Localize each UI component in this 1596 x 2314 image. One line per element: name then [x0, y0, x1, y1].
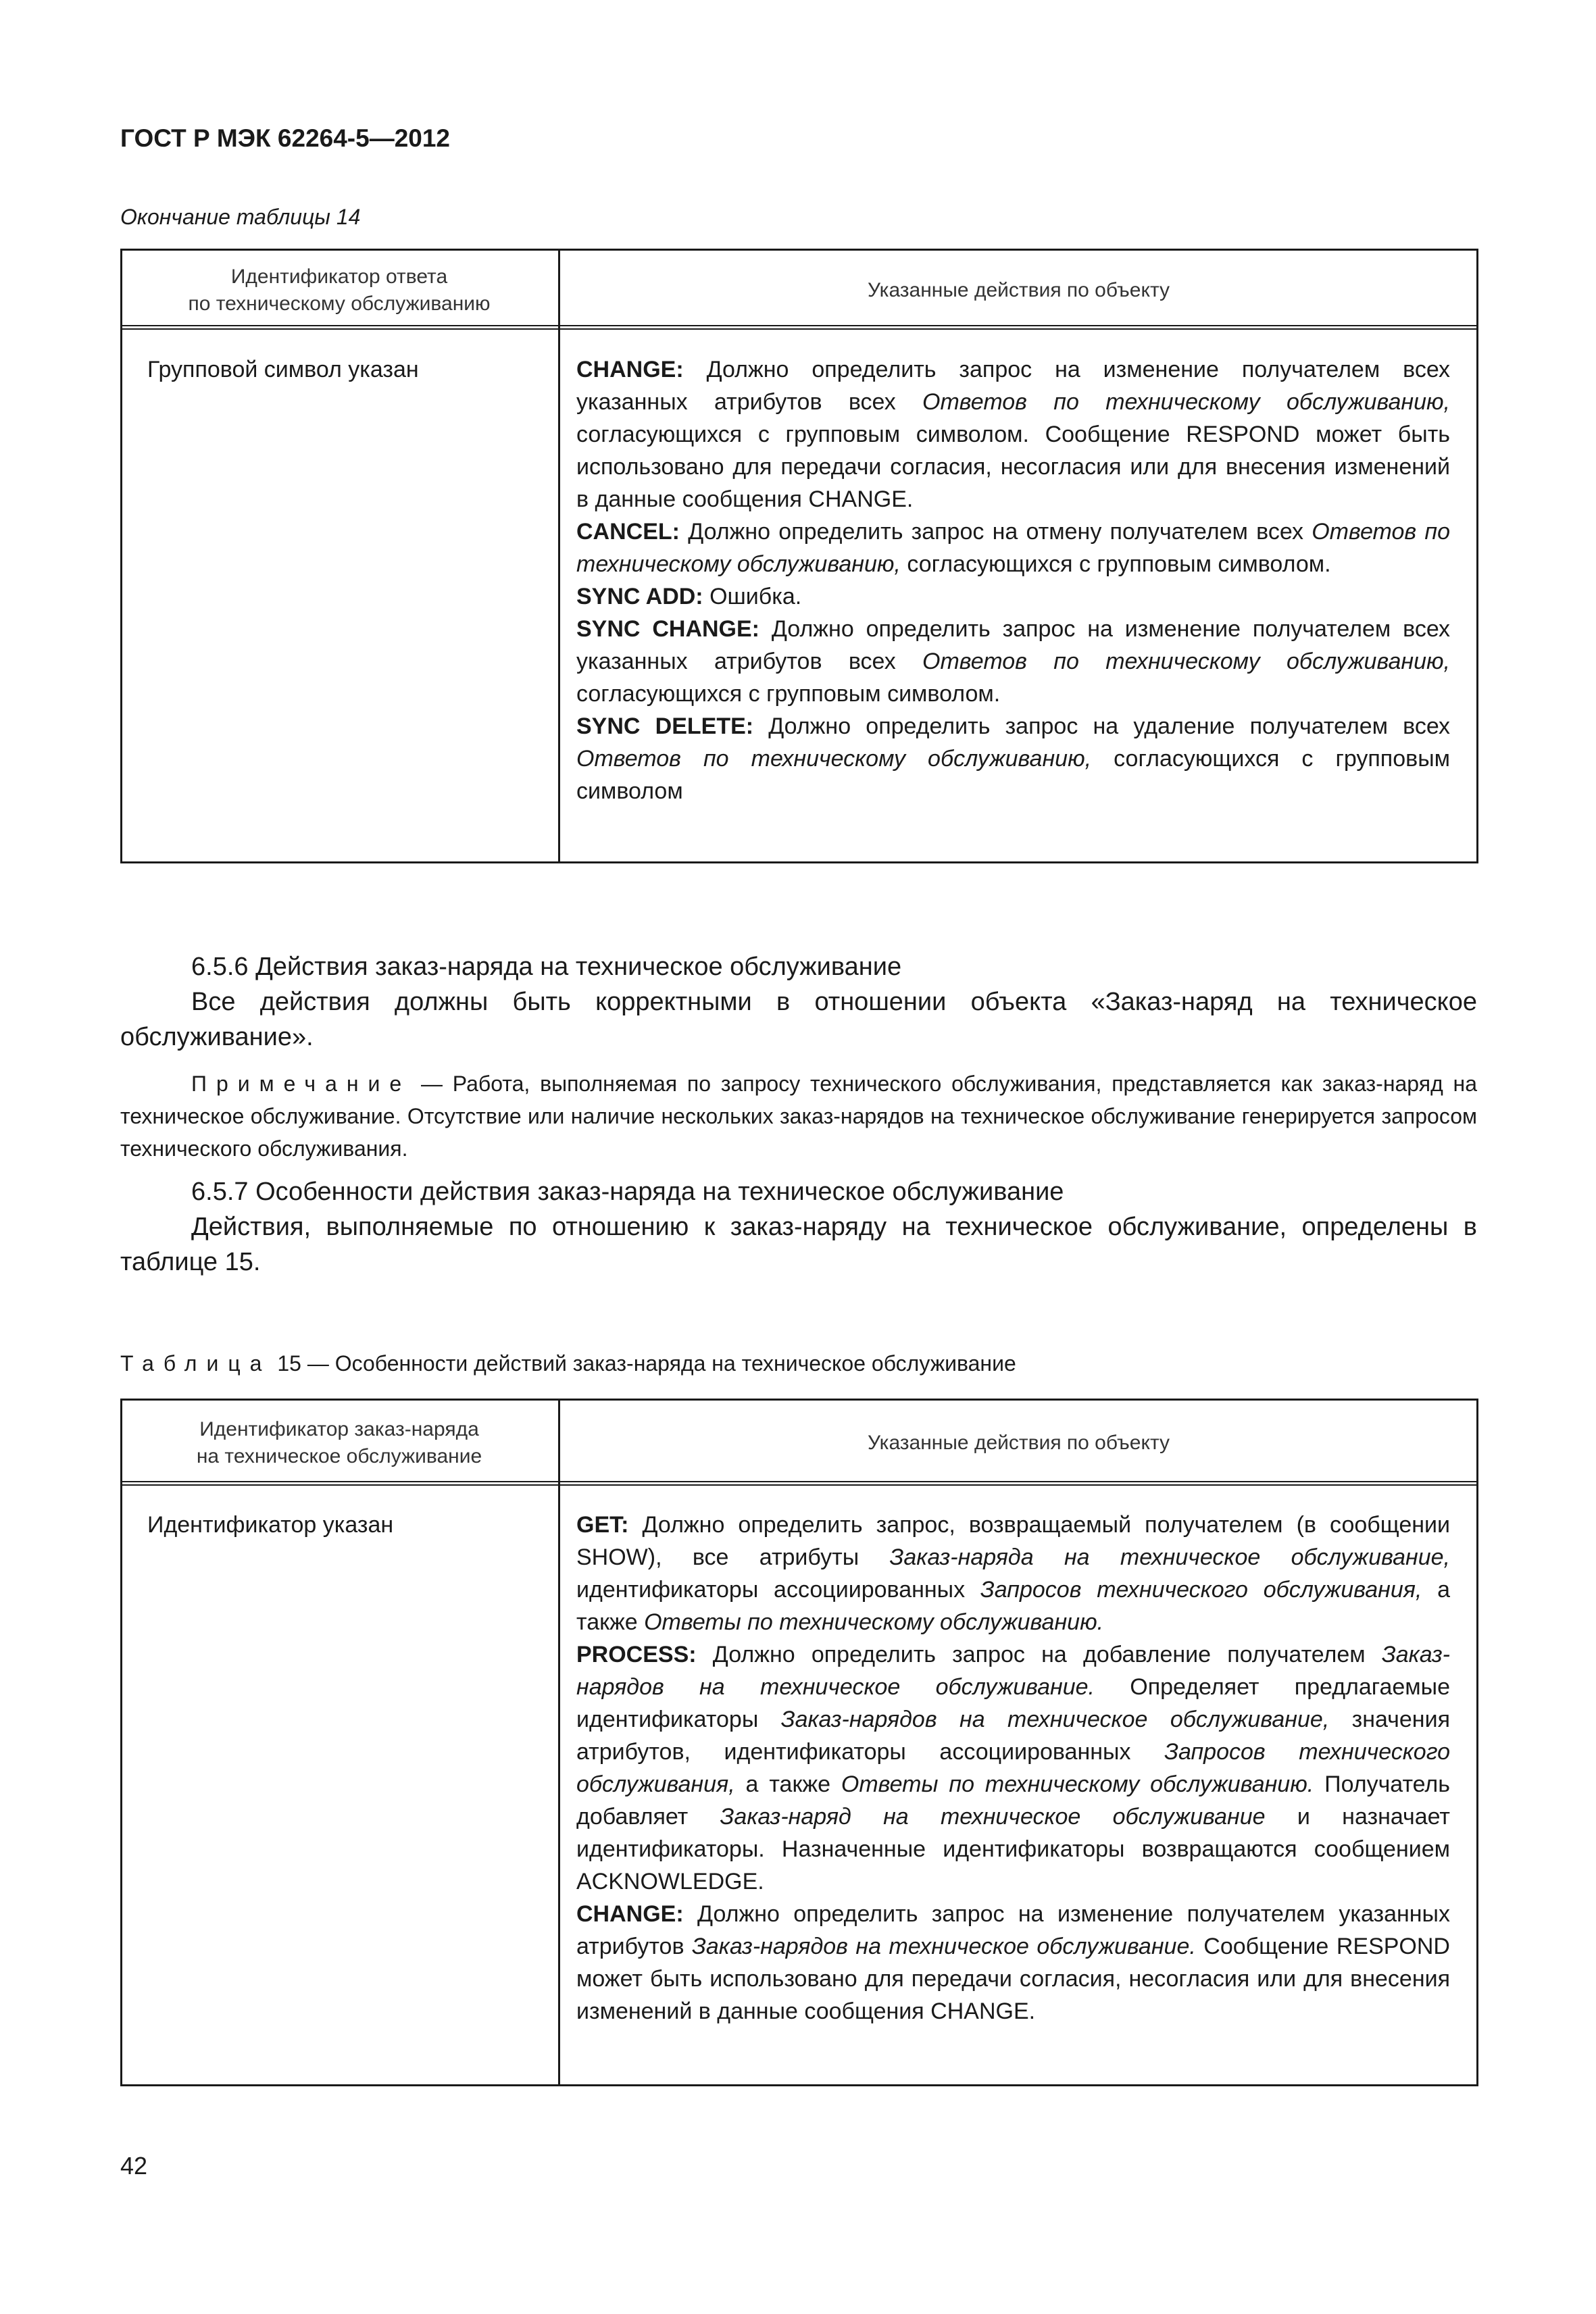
table-14-caption: Окончание таблицы 14	[120, 205, 361, 229]
object-term: Ответы по техническому обслуживанию.	[644, 1609, 1104, 1635]
action-keyword: GET:	[576, 1512, 629, 1538]
action-text: идентификаторы ассоциированных	[576, 1577, 980, 1603]
table-15-col2-header: Указанные действия по объекту	[867, 1432, 1170, 1454]
action-text: Должно определить запрос, возвращаемый получателем (в сообщении SHOW), все атрибуты	[576, 1512, 1450, 1570]
note-text: — Работа, выполняемая по запросу технического обслуживания, представляется как заказ-наряд на техническое обслуживание. Отсутствие или наличие нескольких заказ-нарядов на техническое обслуживание генерируется запросом технического обслуживания.	[120, 1072, 1477, 1161]
table-15-row-label: Идентификатор указан	[120, 1490, 559, 2084]
table-14-action-entry	[576, 613, 1450, 710]
note-label: Примечание	[191, 1072, 412, 1096]
action-text: согласующихся с групповым символом.	[576, 681, 1001, 707]
action-text: а также	[576, 1577, 1451, 1635]
table-14-action-entry	[576, 515, 1450, 580]
page-number: 42	[120, 2152, 148, 2180]
section-6-5-7-text: Действия, выполняемые по отношению к заказ-наряду на техническое обслуживание, определены в таблице 15.	[120, 1213, 1477, 1276]
object-term: Заказ-нарядов на техническое обслуживание.	[692, 1934, 1196, 1959]
object-term: Ответов по техническому обслуживанию,	[922, 389, 1450, 415]
action-text: Сообщение RESPOND может быть использовано для передачи согласия, несогласия или для внесения изменений в данные сообщения CHANGE.	[576, 1934, 1450, 2024]
object-term: Заказ-нарядов на техническое обслуживание.	[576, 1642, 1450, 1700]
note	[120, 1067, 1477, 1165]
action-text: Должно определить запрос на добавление получателем	[696, 1642, 1382, 1667]
action-keyword: CHANGE:	[576, 1901, 684, 1927]
object-term: Ответы по техническому обслуживанию.	[841, 1771, 1314, 1797]
section-6-5-6	[120, 949, 1477, 1055]
table-14-action-entry	[576, 580, 1450, 613]
table-14-col2-header: Указанные действия по объекту	[867, 279, 1170, 301]
action-keyword: SYNC DELETE:	[576, 713, 754, 739]
table-15-caption-label: Таблица	[120, 1351, 272, 1376]
object-term: Ответов по техническому обслуживанию,	[576, 519, 1450, 577]
object-term: Ответов по техническому обслуживанию,	[576, 746, 1092, 772]
action-text: Должно определить запрос на изменение получателем всех указанных атрибутов всех	[576, 357, 1450, 415]
table-14-row-label: Групповой символ указан	[120, 334, 559, 861]
table-14-action-entry	[576, 353, 1450, 515]
action-keyword: CANCEL:	[576, 519, 680, 545]
table-15-header-rule	[120, 1481, 1477, 1486]
action-text: и назначает идентификаторы. Назначенные идентификаторы возвращаются сообщением ACKNOWLEDGE.	[576, 1804, 1450, 1894]
table-15-caption	[120, 1351, 1016, 1376]
table-14	[120, 251, 1477, 861]
object-term: Запросов технического обслуживания,	[980, 1577, 1422, 1603]
action-text: согласующихся с групповым символом. Сообщение RESPOND может быть использовано для передачи согласия, несогласия или для внесения изменений в данные сообщения CHANGE.	[576, 422, 1450, 512]
table-15-col1-header: Идентификатор заказ-наряда на техническое обслуживание	[120, 1401, 559, 1486]
section-6-5-7-heading: 6.5.7 Особенности действия заказ-наряда на техническое обслуживание	[191, 1178, 1064, 1206]
action-text: согласующихся с групповым символом	[576, 746, 1450, 804]
object-term: Ответов по техническому обслуживанию,	[922, 649, 1450, 674]
action-text: значения атрибутов, идентификаторы ассоциированных	[576, 1707, 1450, 1765]
action-keyword: PROCESS:	[576, 1642, 697, 1667]
document-title: ГОСТ Р МЭК 62264-5—2012	[120, 124, 451, 152]
action-keyword: SYNC ADD:	[576, 584, 703, 609]
section-6-5-6-text: Все действия должны быть корректными в отношении объекта «Заказ-наряд на техническое обслуживание».	[120, 988, 1477, 1051]
action-text: Должно определить запрос на изменение получателем всех указанных атрибутов всех	[576, 616, 1450, 674]
action-text: Должно определить запрос на отмену получателем всех	[679, 519, 1312, 545]
table-15	[120, 1401, 1477, 2084]
table-15-action-entry	[576, 1898, 1450, 2028]
action-keyword: SYNC CHANGE:	[576, 616, 760, 642]
table-15-actions	[559, 1490, 1478, 2084]
table-14-actions	[559, 334, 1478, 861]
action-text: Должно определить запрос на изменение получателем указанных атрибутов	[576, 1901, 1450, 1959]
action-text: согласующихся с групповым символом.	[900, 551, 1331, 577]
table-14-col1-header: Идентификатор ответа по техническому обслуживанию	[120, 251, 559, 330]
table-15-action-entry	[576, 1638, 1450, 1898]
object-term: Заказ-наряда на техническое обслуживание,	[889, 1544, 1450, 1570]
table-14-action-entry	[576, 710, 1450, 807]
table-15-caption-text: 15 — Особенности действий заказ-наряда на техническое обслуживание	[271, 1351, 1016, 1376]
object-term: Заказ-наряд на техническое обслуживание	[720, 1804, 1266, 1830]
action-text: Должно определить запрос на удаление получателем всех	[753, 713, 1450, 739]
table-15-action-entry	[576, 1509, 1450, 1638]
section-6-5-7	[120, 1174, 1477, 1280]
object-term: Заказ-нарядов на техническое обслуживание,	[780, 1707, 1330, 1732]
action-text: а также	[734, 1771, 841, 1797]
action-text: Определяет предлагаемые идентификаторы	[576, 1674, 1450, 1732]
action-text: Ошибка.	[703, 584, 802, 609]
table-14-header-rule	[120, 325, 1477, 330]
section-6-5-6-heading: 6.5.6 Действия заказ-наряда на техническое обслуживание	[191, 953, 902, 981]
action-keyword: CHANGE:	[576, 357, 684, 382]
object-term: Запросов технического обслуживания,	[576, 1739, 1450, 1797]
action-text: Получатель добавляет	[576, 1771, 1450, 1830]
